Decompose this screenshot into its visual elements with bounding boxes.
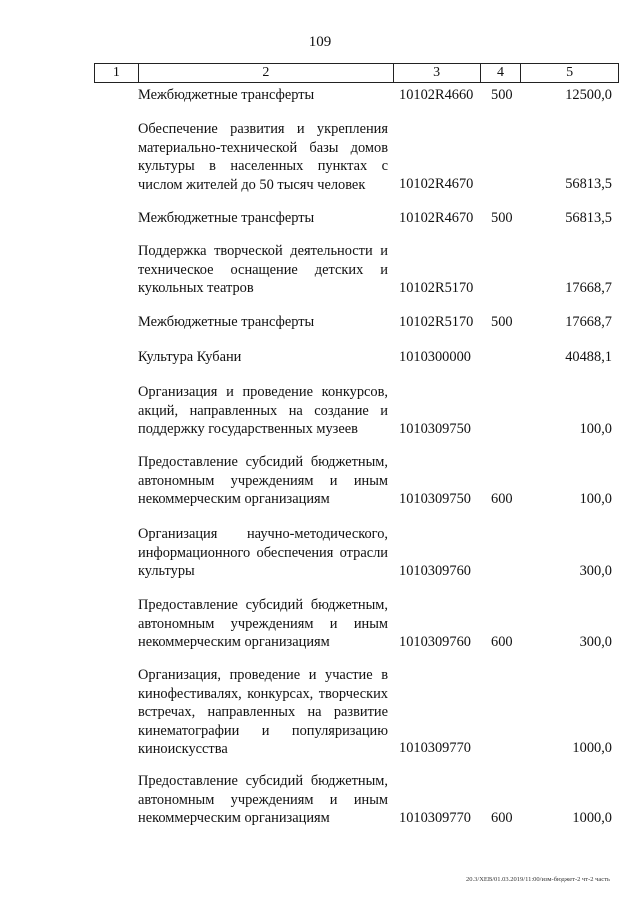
column-header-5: 5 — [566, 65, 574, 80]
row-code: 1010300000 — [399, 349, 471, 365]
row-expense-type: 600 — [491, 634, 513, 650]
row-expense-type: 500 — [491, 210, 513, 226]
row-name: Межбюджетные трансферты — [138, 210, 315, 226]
column-header-4: 4 — [481, 64, 522, 82]
row-amount: 300,0 — [579, 634, 612, 650]
column-header-row — [94, 63, 619, 83]
row-name: Поддержка творческой деятельности и техническое оснащение детских и кукольных театров — [138, 243, 388, 296]
row-name: Межбюджетные трансферты — [138, 314, 315, 330]
row-amount: 17668,7 — [565, 314, 612, 330]
row-amount: 12500,0 — [565, 87, 612, 103]
row-code: 10102R4660 — [399, 87, 474, 103]
row-amount: 1000,0 — [572, 810, 612, 826]
row-name: Организация, проведение и участие в кинофестивалях, конкурсах, творческих встречах, направленных на развитие кинематографии и популяризацию киноискусства — [138, 667, 388, 757]
document-footer: 20.3/ХЕВ/01.03.2019/11:00/изм-бюджет-2 чт-2 часть — [466, 876, 610, 883]
row-name: Предоставление субсидий бюджетным, автономным учреждениям и иным некоммерческим организациям — [138, 454, 388, 507]
page-number: 109 — [308, 34, 332, 50]
row-code: 1010309770 — [399, 740, 471, 756]
row-code: 1010309750 — [399, 421, 471, 437]
row-expense-type: 600 — [491, 810, 513, 826]
row-code: 10102R4670 — [399, 210, 474, 226]
row-name: Организация научно-методического, информационного обеспечения отрасли культуры — [138, 526, 388, 579]
row-name: Культура Кубани — [138, 349, 242, 365]
row-amount: 40488,1 — [565, 349, 612, 365]
row-amount: 1000,0 — [572, 740, 612, 756]
row-code: 10102R4670 — [399, 176, 474, 192]
row-name: Межбюджетные трансферты — [138, 87, 315, 103]
row-expense-type: 500 — [491, 87, 513, 103]
row-code: 1010309760 — [399, 563, 471, 579]
row-code: 1010309750 — [399, 491, 471, 507]
column-header-2: 2 — [139, 64, 394, 82]
row-code: 10102R5170 — [399, 280, 474, 296]
row-expense-type: 600 — [491, 491, 513, 507]
row-name: Предоставление субсидий бюджетным, автономным учреждениям и иным некоммерческим организациям — [138, 773, 388, 826]
row-amount: 100,0 — [579, 491, 612, 507]
row-name: Предоставление субсидий бюджетным, автономным учреждениям и иным некоммерческим организациям — [138, 597, 388, 650]
row-amount: 17668,7 — [565, 280, 612, 296]
column-header-1: 1 — [95, 64, 139, 82]
row-name: Организация и проведение конкурсов, акций, направленных на создание и поддержку государственных музеев — [138, 384, 388, 437]
row-code: 1010309770 — [399, 810, 471, 826]
row-amount: 100,0 — [579, 421, 612, 437]
row-name: Обеспечение развития и укрепления материально-технической базы домов культуры в населенных пунктах с числом жителей до 50 тысяч человек — [138, 121, 388, 193]
row-expense-type: 500 — [491, 314, 513, 330]
row-code: 1010309760 — [399, 634, 471, 650]
row-amount: 300,0 — [579, 563, 612, 579]
row-amount: 56813,5 — [565, 210, 612, 226]
column-header-3: 3 — [394, 64, 481, 82]
row-code: 10102R5170 — [399, 314, 474, 330]
row-amount: 56813,5 — [565, 176, 612, 192]
